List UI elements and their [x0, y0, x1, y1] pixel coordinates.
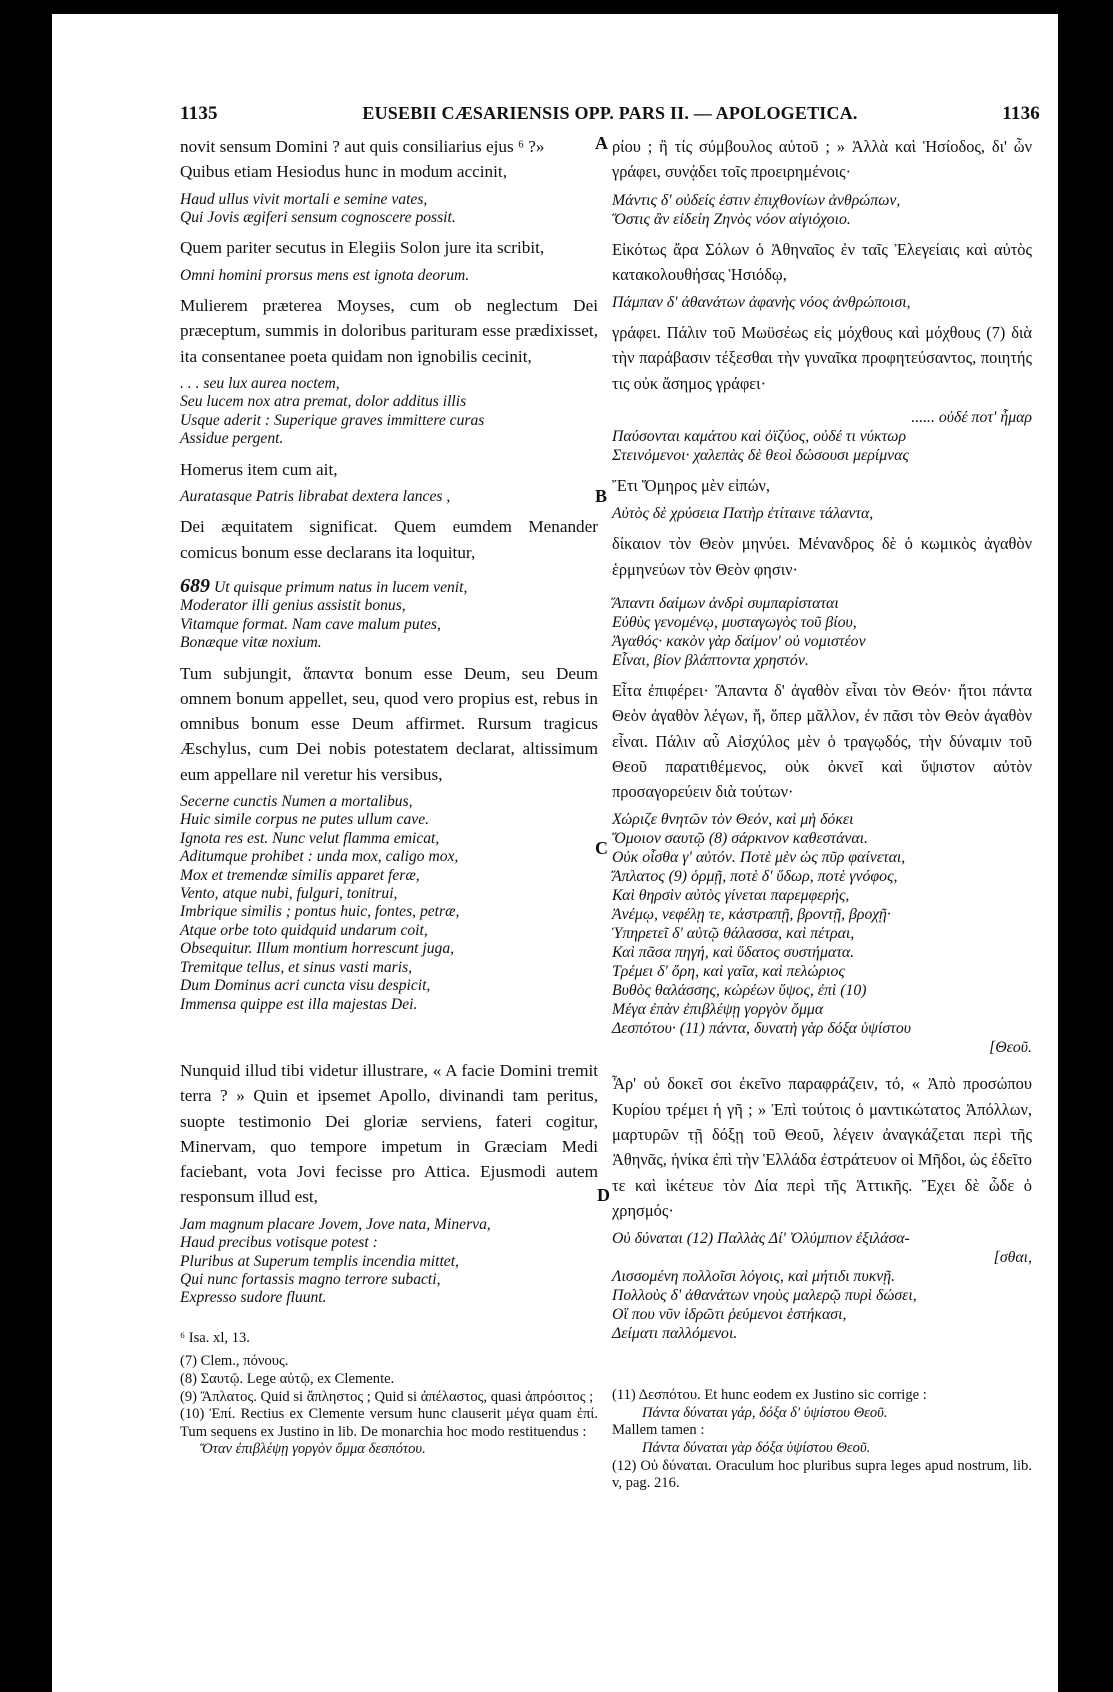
verse-line: Ἅπαντι δαίμων ἀνδρὶ συμπαρίσταται: [612, 594, 839, 612]
footnote: (8) Σαυτῷ. Lege αὐτῷ, ex Clemente.: [180, 1370, 395, 1387]
verse-line: Haud ullus vivit mortali e semine vates,: [180, 190, 428, 208]
verse-line: Εὐθὺς γενομένῳ, μυσταγωγὸς τοῦ βίου,: [612, 613, 857, 631]
verse-line: Tremitque tellus, et sinus vasti maris,: [180, 958, 413, 976]
greek-paragraph: γράφει. Πάλιν τοῦ Μωϋσέως εἰς μόχθους καὶ μόχθους (7) διὰ τὴν παράβασιν τέξεσθαι τὴν γυναῖκα προφητεύσαντος, ποιητής τις οὐκ ἄσημος γράφει·: [612, 323, 1032, 393]
footnote: [612, 1440, 1032, 1458]
verse-line: Expresso sudore fluunt.: [180, 1289, 327, 1307]
verse-line: Ignota res est. Nunc velut flamma emicat,: [180, 829, 440, 847]
verse-line: Καὶ πᾶσα πηγή, καὶ ὕδατος συστήματα.: [612, 944, 855, 962]
verse-line: Qui nunc fortassis magno terrore subacti,: [180, 1270, 441, 1288]
greek-paragraph: Εἰκότως ἄρα Σόλων ὁ Ἀθηναῖος ἐν ταῖς Ἐλεγείαις καὶ αὐτὸς κατακολουθήσας Ἡσιόδῳ,: [612, 239, 1032, 284]
scan-border-top: [0, 0, 1113, 14]
verse-line: ...... οὐδέ ποτ' ἦμαρ: [911, 409, 1032, 427]
verse-line: Obsequitur. Illum montium horrescunt juga,: [180, 940, 455, 958]
verse-line: Τρέμει δ' ὄρη, καὶ γαῖα, καὶ πελώριος: [612, 963, 845, 981]
greek-verse: [612, 191, 1032, 229]
verse-line: Assidue pergent.: [180, 430, 284, 448]
footnote: [612, 1405, 1032, 1423]
verse-line: Καὶ θηρσὶν αὐτὸς γίνεται παρεμφερής,: [612, 887, 850, 905]
latin-verse: [180, 574, 598, 653]
verse-line: Βυθὸς θαλάσσης, κὠρέων ὕψος, ἐπὶ (10): [612, 982, 867, 1000]
latin-verse: [180, 793, 598, 1014]
verse-line: Usque aderit : Superique graves immittere curas: [180, 411, 485, 429]
greek-verse: [612, 810, 1032, 1057]
greek-paragraph: δίκαιον τὸν Θεὸν μηνύει. Μένανδρος δὲ ὁ κωμικὸς ἀγαθὸν ἑρμηνεύων τὸν Θεὸν φησιν·: [612, 534, 1032, 579]
verse-line: Immensa quippe est illa majestas Dei.: [180, 995, 418, 1013]
page-number-left: 1135: [180, 103, 218, 124]
verse-line: Ὑπηρετεῖ δ' αὐτῷ θάλασσα, καὶ πέτραι,: [612, 925, 855, 943]
verse-line: Παύσονται καμάτου καὶ ὀϊζύος, οὐδέ τι νύκτωρ: [612, 428, 907, 446]
footnote: ⁶ Isa. xl, 13.: [180, 1329, 250, 1346]
margin-marker-a: A: [595, 133, 608, 153]
verse-line: Δείματι παλλόμενοι.: [612, 1325, 738, 1343]
greek-verse: [612, 293, 1032, 312]
verse-line: Ἄπλατος (9) ὁρμῇ, ποτὲ δ' ὕδωρ, ποτὲ γνόφος,: [612, 868, 898, 886]
footnote-verse: Πάντα δύναται γάρ, δόξα δ' ὑψίστου Θεοῦ.: [642, 1404, 888, 1421]
footnote: (10) Ἐπί. Rectius ex Clemente versum hunc clauserit μέγα quam ἐπί. Tum sequens ex Justino in lib. De monarchia hoc modo restituendus :: [180, 1406, 598, 1440]
verse-line: Ὅστις ἂν εἰδείη Ζηνὸς νόον αἰγιόχοιο.: [612, 210, 851, 228]
margin-marker-d: D: [597, 1185, 610, 1205]
verse-line: Vento, atque nubi, fulguri, tonitrui,: [180, 885, 398, 903]
verse-line: Λισσομένη πολλοῖσι λόγοις, καὶ μήτιδι πυκνῇ.: [612, 1268, 896, 1286]
latin-verse: [180, 267, 598, 285]
verse-line: Ἀνέμῳ, νεφέλῃ τε, κἀστραπῇ, βροντῇ, βροχῇ·: [612, 906, 891, 924]
greek-verse: [612, 408, 1032, 465]
latin-verse: [180, 1216, 598, 1308]
verse-line: Mox et tremendæ similis apparet feræ,: [180, 866, 420, 884]
verse-line: Μάντις δ' οὐδείς ἐστιν ἐπιχθονίων ἀνθρώπων,: [612, 191, 901, 209]
greek-verse: [612, 504, 1032, 523]
greek-column: [612, 134, 1032, 1493]
footnote-verse: Πάντα δύναται γὰρ δόξα ὑψίστου Θεοῦ.: [642, 1440, 871, 1457]
verse-line: Haud precibus votisque potest :: [180, 1234, 378, 1252]
footnote: [180, 1441, 598, 1459]
verse-line: Atque orbe toto quidquid undarum coit,: [180, 921, 428, 939]
verse-line: Secerne cunctis Numen a mortalibus,: [180, 793, 413, 811]
verse-line-end: [Θεοῦ.: [989, 1039, 1032, 1057]
verse-line: Οὐκ οἶσθα γ' αὐτόν. Ποτὲ μὲν ὡς πῦρ φαίνεται,: [612, 849, 906, 867]
migne-column-number: 689: [180, 574, 210, 597]
greek-paragraph: Ἔτι Ὅμηρος μὲν εἰπών,: [612, 476, 771, 496]
latin-column: [180, 134, 598, 1459]
verse-line: Πολλοὺς δ' ἀθανάτων νηοὺς μαλερῷ πυρὶ δώσει,: [612, 1287, 917, 1305]
greek-paragraph: ρίου ; ἢ τίς σύμβουλος αὐτοῦ ; » Ἀλλὰ καὶ Ἡσίοδος, δι' ὧν γράφει, συνᾴδει τοῖς προειρημένοις·: [612, 137, 1032, 182]
verse-line: Πάμπαν δ' ἀθανάτων ἀφανὴς νόος ἀνθρώποισι,: [612, 294, 911, 312]
latin-paragraph: Mulierem præterea Moyses, cum ob neglectum Dei præceptum, summis in doloribus parituram esse prædixisset, ita consentanee poeta quidam non ignobilis cecinit,: [180, 296, 598, 366]
margin-marker-b: B: [595, 486, 608, 506]
latin-paragraph: Homerus item cum ait,: [180, 459, 338, 479]
verse-line: Imbrique similis ; pontus huic, fontes, petræ,: [180, 903, 460, 921]
latin-paragraph: novit sensum Domini ? aut quis consiliarius ejus ⁶ ?»: [180, 137, 545, 156]
verse-line: Εἶναι, βίον βλάπτοντα χρηστόν.: [612, 651, 809, 669]
verse-line: Seu lucem nox atra premat, dolor additus illis: [180, 393, 467, 411]
verse-line: Οἵ που νῦν ἱδρῶτι ῥεύμενοι ἑστήκασι,: [612, 1306, 847, 1324]
verse-line: Bonæque vitæ noxium.: [180, 634, 322, 652]
verse-line: Aditumque prohibet : unda mox, caligo mox,: [180, 848, 459, 866]
verse-line: Στεινόμενοι· χαλεπὰς δὲ θεοὶ δώσουσι μερίμνας: [612, 447, 909, 465]
greek-verse: [612, 1229, 1032, 1343]
verse-line-end: [σθαι,: [993, 1249, 1032, 1267]
latin-paragraph: Dei æquitatem significat. Quem eumdem Menander comicus bonum esse declarans ita loquitur,: [180, 517, 598, 562]
verse-line: [180, 574, 598, 597]
latin-verse: [180, 191, 598, 228]
running-header: [180, 103, 1040, 125]
verse-line: Moderator illi genius assistit bonus,: [180, 597, 406, 615]
verse-line: Jam magnum placare Jovem, Jove nata, Minerva,: [180, 1215, 491, 1233]
verse-line: . . . seu lux aurea noctem,: [180, 375, 340, 392]
footnote-verse: Ὅταν ἐπιβλέψῃ γοργὸν ὄμμα δεσπότου.: [200, 1441, 426, 1458]
verse-line: Pluribus at Superum templis incendia mittet,: [180, 1252, 459, 1270]
verse-line: Ἀγαθός· κακὸν γὰρ δαίμον' οὐ νομιστέον: [612, 632, 866, 650]
greek-paragraph: Εἶτα ἐπιφέρει· Ἅπαντα δ' ἀγαθὸν εἶναι τὸν Θεόν· ἤτοι πάντα Θεὸν ἀγαθὸν λέγων, ἤ, ὅπερ μᾶλλον, ἐν πᾶσι τὸν Θεὸν ἀγαθὸν εἶναι. Πάλιν αὖ Αἰσχύλος μὲν ὁ τραγῳδός, τὴν δύναμιν τοῦ Θεοῦ παρατιθέμενος, οὐκ ὀκνεῖ καὶ ὕψιστον αὐτὸν προσαγορεύειν διὰ τούτων·: [612, 680, 1032, 802]
verse-line: Huic simile corpus ne putes ullum cave.: [180, 811, 430, 829]
verse-line: Μέγα ἐπὰν ἐπιβλέψῃ γοργὸν ὄμμα: [612, 1001, 824, 1019]
verse-line: Ὅμοιον σαυτῷ (8) σάρκινον καθεστάναι.: [612, 830, 868, 848]
running-title: EUSEBII CÆSARIENSIS OPP. PARS II. — APOLOGETICA.: [362, 103, 858, 123]
verse-line: Vitamque format. Nam cave malum putes,: [180, 615, 441, 633]
latin-verse: [180, 488, 598, 506]
footnote: (11) Δεσπότου. Et hunc eodem ex Justino sic corrige :: [612, 1387, 927, 1404]
verse-line: Dum Dominus acri cuncta visu despicit,: [180, 977, 431, 995]
verse-line: Οὐ δύναται (12) Παλλὰς Δί' Ὀλύμπιον ἐξιλάσα-: [612, 1230, 910, 1248]
verse-line: Auratasque Patris librabat dextera lances ,: [180, 487, 451, 505]
footnote: (12) Οὐ δύναται. Oraculum hoc pluribus supra leges apud nostrum, lib. v, pag. 216.: [612, 1457, 1032, 1492]
footnote: (7) Clem., πόνους.: [180, 1353, 289, 1370]
latin-paragraph: Quibus etiam Hesiodus hunc in modum accinit,: [180, 162, 507, 182]
verse-line: Δεσπότου· (11) πάντα, δυνατὴ γὰρ δόξα ὑψίστου: [612, 1020, 911, 1038]
verse-line: Αὐτὸς δὲ χρύσεια Πατὴρ ἐτίταινε τάλαντα,: [612, 505, 874, 523]
footnote: (9) Ἄπλατος. Quid si ἄπληστος ; Quid si ἀπέλαστος, quasi ἀπρόσιτος ;: [180, 1388, 594, 1405]
verse-line: Χώριζε θνητῶν τὸν Θεόν, καὶ μὴ δόκει: [612, 811, 854, 829]
latin-paragraph: Quem pariter secutus in Elegiis Solon jure ita scribit,: [180, 238, 545, 258]
verse-line-text: Ut quisque primum natus in lucem venit,: [214, 578, 468, 596]
latin-paragraph: Tum subjungit, ἅπαντα bonum esse Deum, seu Deum omnem bonum appellet, seu, quod vero propius est, rebus in omnibus bonum esse Deum affirmet. Rursum tragicus Æschylus, cum Dei nobis potestatem declarat, altissimum eum appellare nil veretur his versibus,: [180, 663, 598, 784]
page-number-right: 1136: [1002, 103, 1040, 124]
greek-verse: [612, 594, 1032, 670]
verse-line: Qui Jovis ægiferi sensum cognoscere possit.: [180, 209, 456, 226]
footnote: Mallem tamen :: [612, 1422, 705, 1439]
margin-marker-c: C: [595, 838, 608, 858]
verse-line: Omni homini prorsus mens est ignota deorum.: [180, 266, 470, 284]
scan-border-right: [1058, 0, 1113, 1692]
greek-paragraph: Ἆρ' οὐ δοκεῖ σοι ἐκεῖνο παραφράζειν, τό, « Ἀπὸ προσώπου Κυρίου τρέμει ἡ γῆ ; » Ἐπὶ τούτοις ὁ μαντικώτατος Ἀπόλλων, μαρτυρῶν τῇ δόξῃ τοῦ Θεοῦ, λέγειν ἀναγκάζεται περὶ τῆς Ἀθηνᾶς, ἡνίκα ἐπὶ τὴν Ἑλλάδα ἐστράτευον οἱ Μῆδοι, ὡς ἐδεῖτο τε καὶ ἱκέτευε τὸν Δία περὶ τῆς Ἀττικῆς. Ἔχει δὲ ὧδε ὁ χρησμός·: [612, 1074, 1032, 1220]
scan-border-left: [0, 0, 52, 1692]
latin-paragraph: Nunquid illud tibi videtur illustrare, « A facie Domini tremit terra ? » Quin et ipsemet Apollo, divinandi tam peritus, suopte testimonio Dei gloriæ serviens, fateri cogitur, Minervam, quo tempore impetum in Græciam Medi faciebant, vota Jovi fecisse pro Attica. Ejusmodi autem responsum illud est,: [180, 1060, 598, 1207]
latin-verse: [180, 375, 598, 449]
